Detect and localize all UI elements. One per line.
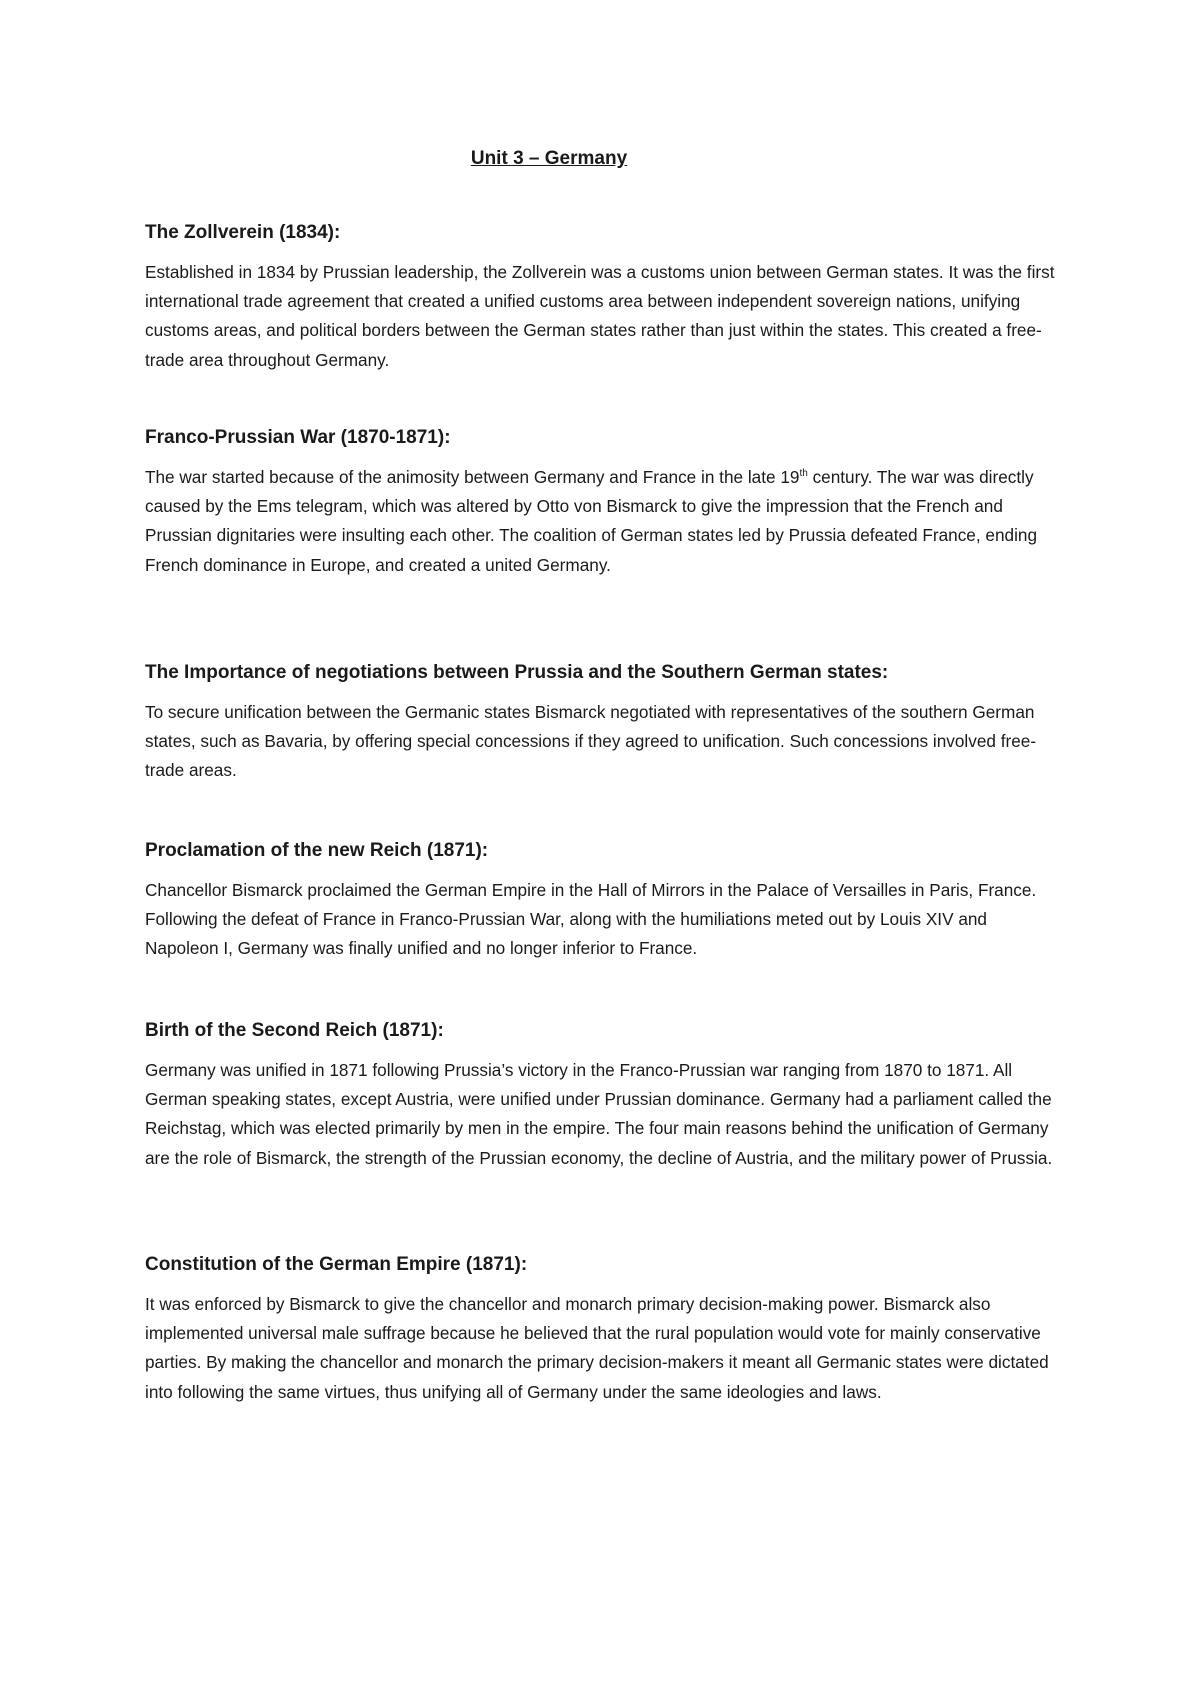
section-heading: Constitution of the German Empire (1871):: [145, 1254, 528, 1275]
section-zollverein: [145, 220, 1065, 375]
section-body: It was enforced by Bismarck to give the chancellor and monarch primary decision-making power. Bismarck also implemented universal male suffrage because he believed that the rural population would vote for mainly conservative parties. By making the chancellor and monarch the primary decision-makers it meant all Germanic states were dictated into following the same virtues, thus unifying all of Germany under the same ideologies and laws.: [145, 1294, 1049, 1402]
section-heading: Franco-Prussian War (1870-1871):: [145, 427, 451, 448]
section-body: To secure unification between the Germanic states Bismarck negotiated with representatives of the southern German states, such as Bavaria, by offering special concessions if they agreed to unification. Such concessions involved free-trade areas.: [145, 702, 1037, 781]
section-body: Germany was unified in 1871 following Prussia’s victory in the Franco-Prussian war ranging from 1870 to 1871. All German speaking states, except Austria, were unified under Prussian dominance. Germany had a parliament called the Reichstag, which was elected primarily by men in the empire. The four main reasons behind the unification of Germany are the role of Bismarck, the strength of the Prussian economy, the decline of Austria, and the military power of Prussia.: [145, 1060, 1053, 1168]
section-body: [145, 463, 1065, 580]
section-body: Established in 1834 by Prussian leadership, the Zollverein was a customs union between German states. It was the first international trade agreement that created a unified customs area between independent sovereign nations, unifying customs areas, and political borders between the German states rather than just within the states. This created a free-trade area throughout Germany.: [145, 262, 1055, 370]
section-body-text: century. The war was directly caused by the Ems telegram, which was altered by Otto von Bismarck to give the impression that the French and Prussian dignitaries were insulting each other. The coalition of German states led by Prussia defeated France, ending French dominance in Europe, and created a united Germany.: [145, 467, 1038, 575]
section-heading: The Zollverein (1834):: [145, 222, 341, 243]
section-second-reich: [145, 1018, 1065, 1173]
section-proclamation: [145, 838, 1065, 964]
document-title: Unit 3 – Germany: [470, 148, 628, 169]
section-franco-prussian-war: [145, 425, 1065, 580]
ordinal-suffix: th: [799, 468, 808, 479]
section-heading: Birth of the Second Reich (1871):: [145, 1020, 444, 1041]
section-heading: The Importance of negotiations between Prussia and the Southern German states:: [145, 662, 889, 683]
section-constitution: [145, 1252, 1065, 1407]
section-body: Chancellor Bismarck proclaimed the German Empire in the Hall of Mirrors in the Palace of Versailles in Paris, France. Following the defeat of France in Franco-Prussian War, along with the humiliations meted out by Louis XIV and Napoleon I, Germany was finally unified and no longer inferior to France.: [145, 880, 1037, 959]
section-heading: Proclamation of the new Reich (1871):: [145, 840, 489, 861]
section-body-text: The war started because of the animosity between Germany and France in the late 19: [145, 467, 800, 487]
section-negotiations: [145, 660, 1065, 786]
